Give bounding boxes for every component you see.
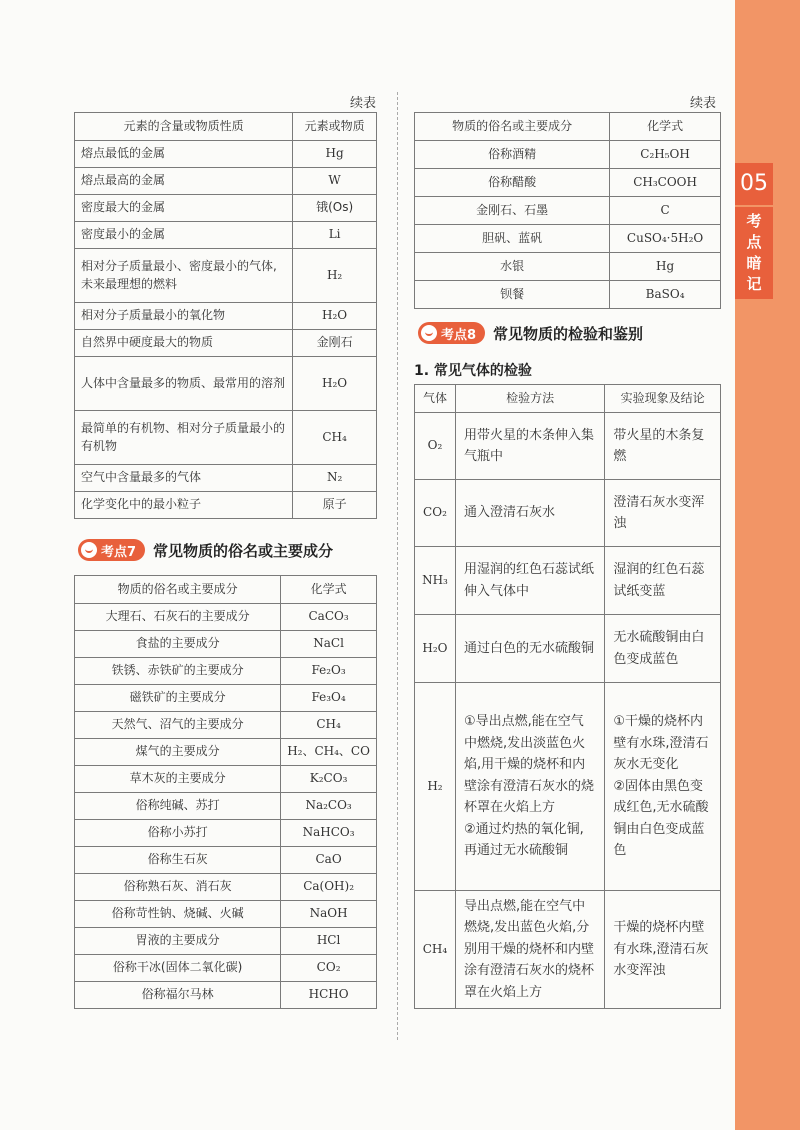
table-row xyxy=(75,766,377,793)
method-cell: 通入澄清石灰水 xyxy=(455,480,604,547)
table-row xyxy=(75,303,377,330)
section-heading-7 xyxy=(78,537,333,563)
header-cell: 元素或物质 xyxy=(293,113,377,141)
header-cell: 物质的俗名或主要成分 xyxy=(75,576,281,604)
table-row xyxy=(75,249,377,303)
result-cell: 干燥的烧杯内壁有水珠,澄清石灰水变浑浊 xyxy=(605,891,721,1009)
name-cell: 俗称小苏打 xyxy=(75,820,281,847)
table-row xyxy=(75,168,377,195)
table-row xyxy=(415,413,721,480)
method-cell: 通过白色的无水硫酸铜 xyxy=(455,615,604,683)
substance-cell: H₂O xyxy=(293,303,377,330)
property-cell: 熔点最低的金属 xyxy=(75,141,293,168)
chapter-number: 05 xyxy=(735,163,773,205)
formula-cell: BaSO₄ xyxy=(610,281,721,309)
formula-cell: C xyxy=(610,197,721,225)
substance-cell: N₂ xyxy=(293,465,377,492)
result-cell: 无水硫酸铜由白色变成蓝色 xyxy=(605,615,721,683)
table-row xyxy=(415,891,721,1009)
table-row xyxy=(415,615,721,683)
formula-cell: Fe₃O₄ xyxy=(281,685,377,712)
formula-cell: HCHO xyxy=(281,982,377,1009)
formula-cell: Hg xyxy=(610,253,721,281)
common-names-table xyxy=(74,575,377,1009)
formula-cell: H₂、CH₄、CO xyxy=(281,739,377,766)
name-cell: 铁锈、赤铁矿的主要成分 xyxy=(75,658,281,685)
header-cell: 化学式 xyxy=(610,113,721,141)
formula-cell: NaCl xyxy=(281,631,377,658)
formula-cell: NaOH xyxy=(281,901,377,928)
table-row xyxy=(75,141,377,168)
property-cell: 空气中含量最多的气体 xyxy=(75,465,293,492)
result-cell: 湿润的红色石蕊试纸变蓝 xyxy=(605,547,721,615)
name-cell: 俗称纯碱、苏打 xyxy=(75,793,281,820)
substance-cell: 原子 xyxy=(293,492,377,519)
method-cell: 用带火星的木条伸入集气瓶中 xyxy=(455,413,604,480)
table-row xyxy=(75,195,377,222)
name-cell: 胆矾、蓝矾 xyxy=(415,225,610,253)
header-cell: 检验方法 xyxy=(455,385,604,413)
gas-cell: H₂O xyxy=(415,615,456,683)
property-cell: 熔点最高的金属 xyxy=(75,168,293,195)
section-heading-8 xyxy=(418,320,643,346)
name-cell: 金刚石、石墨 xyxy=(415,197,610,225)
gas-cell: CO₂ xyxy=(415,480,456,547)
smiley-icon xyxy=(421,325,437,341)
table-row xyxy=(415,253,721,281)
name-cell: 胃液的主要成分 xyxy=(75,928,281,955)
continued-label-right: 续表 xyxy=(690,96,717,111)
table-row xyxy=(415,480,721,547)
table-row xyxy=(75,793,377,820)
table-row xyxy=(415,547,721,615)
table-row xyxy=(75,222,377,249)
table-row xyxy=(415,169,721,197)
formula-cell: CH₄ xyxy=(281,712,377,739)
header-cell: 物质的俗名或主要成分 xyxy=(415,113,610,141)
table-row xyxy=(75,820,377,847)
name-cell: 俗称苛性钠、烧碱、火碱 xyxy=(75,901,281,928)
table-row xyxy=(415,225,721,253)
name-cell: 俗称醋酸 xyxy=(415,169,610,197)
gas-cell: CH₄ xyxy=(415,891,456,1009)
table-row xyxy=(75,411,377,465)
formula-cell: CO₂ xyxy=(281,955,377,982)
table-row xyxy=(75,847,377,874)
formula-cell: C₂H₅OH xyxy=(610,141,721,169)
header-cell: 元素的含量或物质性质 xyxy=(75,113,293,141)
table-row xyxy=(75,685,377,712)
gas-cell: O₂ xyxy=(415,413,456,480)
property-cell: 化学变化中的最小粒子 xyxy=(75,492,293,519)
substance-cell: CH₄ xyxy=(293,411,377,465)
chapter-label-char: 记 xyxy=(746,275,762,293)
substance-cell: 金刚石 xyxy=(293,330,377,357)
table-row xyxy=(415,281,721,309)
property-cell: 相对分子质量最小的氧化物 xyxy=(75,303,293,330)
continued-label-left: 续表 xyxy=(350,96,377,111)
table-row xyxy=(75,712,377,739)
method-cell: 用湿润的红色石蕊试纸伸入气体中 xyxy=(455,547,604,615)
header-cell: 化学式 xyxy=(281,576,377,604)
name-cell: 煤气的主要成分 xyxy=(75,739,281,766)
name-cell: 天然气、沼气的主要成分 xyxy=(75,712,281,739)
formula-cell: NaHCO₃ xyxy=(281,820,377,847)
section-title: 常见物质的检验和鉴别 xyxy=(493,324,644,343)
table-row xyxy=(75,330,377,357)
table-row xyxy=(75,982,377,1009)
name-cell: 俗称熟石灰、消石灰 xyxy=(75,874,281,901)
table-row xyxy=(75,739,377,766)
name-cell: 俗称福尔马林 xyxy=(75,982,281,1009)
result-cell: 带火星的木条复燃 xyxy=(605,413,721,480)
formula-cell: Fe₂O₃ xyxy=(281,658,377,685)
header-cell: 实验现象及结论 xyxy=(605,385,721,413)
common-names-continued-table xyxy=(414,112,721,309)
name-cell: 磁铁矿的主要成分 xyxy=(75,685,281,712)
property-cell: 密度最小的金属 xyxy=(75,222,293,249)
name-cell: 俗称生石灰 xyxy=(75,847,281,874)
table-row xyxy=(415,197,721,225)
table-row xyxy=(75,928,377,955)
substance-cell: Li xyxy=(293,222,377,249)
chapter-label-char: 点 xyxy=(746,233,762,251)
chapter-label xyxy=(735,207,773,299)
property-cell: 最简单的有机物、相对分子质量最小的有机物 xyxy=(75,411,293,465)
name-cell: 俗称干冰(固体二氧化碳) xyxy=(75,955,281,982)
result-cell: ①干燥的烧杯内壁有水珠,澄清石灰水无变化 ②固体由黑色变成红色,无水硫酸铜由白色变成蓝色 xyxy=(605,683,721,891)
table-row xyxy=(75,658,377,685)
table-row xyxy=(75,604,377,631)
table-row xyxy=(75,357,377,411)
name-cell: 草木灰的主要成分 xyxy=(75,766,281,793)
name-cell: 食盐的主要成分 xyxy=(75,631,281,658)
table-row xyxy=(75,492,377,519)
column-divider xyxy=(397,92,398,1040)
property-cell: 密度最大的金属 xyxy=(75,195,293,222)
substance-cell: 锇(Os) xyxy=(293,195,377,222)
formula-cell: Ca(OH)₂ xyxy=(281,874,377,901)
name-cell: 大理石、石灰石的主要成分 xyxy=(75,604,281,631)
section-badge xyxy=(78,539,145,561)
property-cell: 自然界中硬度最大的物质 xyxy=(75,330,293,357)
formula-cell: HCl xyxy=(281,928,377,955)
substance-cell: Hg xyxy=(293,141,377,168)
substance-cell: H₂O xyxy=(293,357,377,411)
table-row xyxy=(75,465,377,492)
section-badge xyxy=(418,322,485,344)
chapter-label-char: 考 xyxy=(746,212,762,230)
formula-cell: CH₃COOH xyxy=(610,169,721,197)
name-cell: 俗称酒精 xyxy=(415,141,610,169)
section-title: 常见物质的俗名或主要成分 xyxy=(153,541,334,560)
name-cell: 水银 xyxy=(415,253,610,281)
header-cell: 气体 xyxy=(415,385,456,413)
formula-cell: CuSO₄·5H₂O xyxy=(610,225,721,253)
gas-cell: H₂ xyxy=(415,683,456,891)
subheading: 1. 常见气体的检验 xyxy=(414,363,532,379)
formula-cell: CaO xyxy=(281,847,377,874)
property-cell: 人体中含量最多的物质、最常用的溶剂 xyxy=(75,357,293,411)
property-table xyxy=(74,112,377,519)
substance-cell: H₂ xyxy=(293,249,377,303)
gas-test-table xyxy=(414,384,721,1009)
badge-label: 考点8 xyxy=(441,327,477,343)
table-row xyxy=(415,141,721,169)
name-cell: 钡餐 xyxy=(415,281,610,309)
table-row xyxy=(75,955,377,982)
property-cell: 相对分子质量最小、密度最小的气体,未来最理想的燃料 xyxy=(75,249,293,303)
substance-cell: W xyxy=(293,168,377,195)
formula-cell: K₂CO₃ xyxy=(281,766,377,793)
result-cell: 澄清石灰水变浑浊 xyxy=(605,480,721,547)
gas-cell: NH₃ xyxy=(415,547,456,615)
badge-label: 考点7 xyxy=(101,544,137,560)
smiley-icon xyxy=(81,542,97,558)
table-row xyxy=(415,683,721,891)
table-row xyxy=(75,631,377,658)
table-row xyxy=(75,901,377,928)
formula-cell: CaCO₃ xyxy=(281,604,377,631)
method-cell: 导出点燃,能在空气中燃烧,发出蓝色火焰,分别用干燥的烧杯和内壁涂有澄清石灰水的烧杯罩在火焰上方 xyxy=(455,891,604,1009)
formula-cell: Na₂CO₃ xyxy=(281,793,377,820)
chapter-label-char: 暗 xyxy=(746,254,762,272)
method-cell: ①导出点燃,能在空气中燃烧,发出淡蓝色火焰,用干燥的烧杯和内壁涂有澄清石灰水的烧杯罩在火焰上方 ②通过灼热的氧化铜,再通过无水硫酸铜 xyxy=(455,683,604,891)
table-row xyxy=(75,874,377,901)
